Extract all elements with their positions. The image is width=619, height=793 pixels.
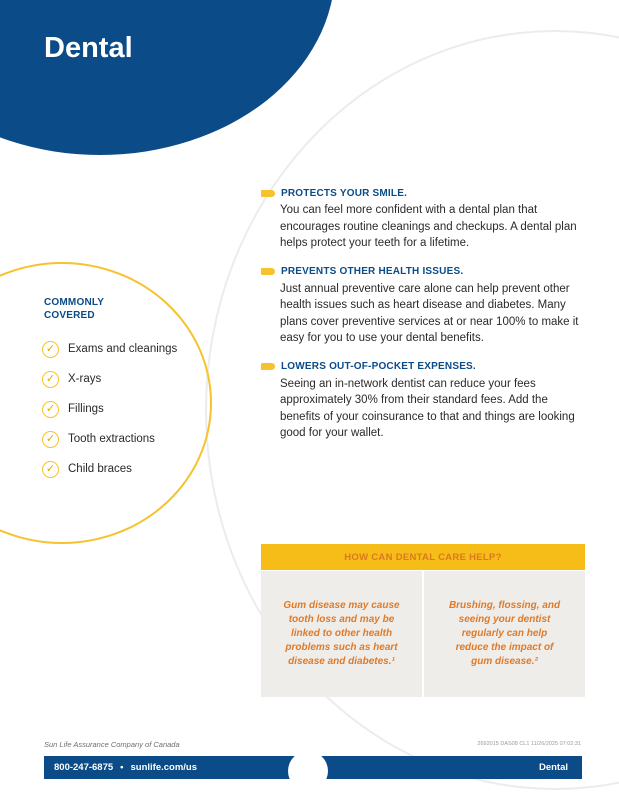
check-circle-icon: ✓ (42, 461, 59, 478)
list-item (42, 364, 177, 394)
list-item (42, 454, 177, 484)
page-title: Dental (44, 32, 133, 64)
check-circle-icon: ✓ (42, 341, 59, 358)
list-item (42, 334, 177, 364)
covered-heading (44, 296, 134, 322)
benefit-body: Seeing an in-network dentist can reduce your fees approximately 30% from their standard fees. Add the benefits of your coinsurance to that and things are looking good for your wallet. (280, 377, 575, 439)
footer-separator: • (120, 762, 124, 773)
check-circle-icon: ✓ (42, 401, 59, 418)
benefit-title: LOWERS OUT-OF-POCKET EXPENSES. (281, 361, 476, 372)
tag-icon (261, 190, 275, 197)
check-circle-icon: ✓ (42, 431, 59, 448)
covered-item-label: X-rays (68, 373, 102, 385)
benefits-section (261, 186, 591, 455)
covered-list (42, 334, 177, 484)
covered-heading-line2: COVERED (44, 310, 95, 321)
tag-icon (261, 268, 275, 275)
help-box (261, 544, 585, 698)
benefit-body: Just annual preventive care alone can help prevent other health issues such as heart disease and diabetes. Many plans cover preventive services at or near 100% to make it easy for you to use your dental benefits. (280, 282, 579, 344)
covered-item-label: Exams and cleanings (68, 343, 178, 355)
benefit-body: You can feel more confident with a dental plan that encourages routine cleanings and checkups. A dental plan helps protect your teeth for a lifetime. (280, 204, 577, 249)
footer-circle (288, 751, 328, 791)
covered-item-label: Child braces (68, 463, 132, 475)
benefit-title: PROTECTS YOUR SMILE. (281, 187, 408, 199)
covered-item-label: Fillings (68, 403, 104, 415)
help-box-title: HOW CAN DENTAL CARE HELP? (261, 544, 585, 570)
header-circle (0, 0, 335, 155)
benefit-lowers-expenses (261, 360, 591, 442)
footer-section: Dental (538, 762, 568, 773)
document-id: 2692015 DAS08 CL1 11/26/2025 07:02:31 (477, 741, 581, 747)
company-name: Sun Life Assurance Company of Canada (44, 740, 180, 749)
list-item (42, 424, 177, 454)
tag-icon (261, 363, 275, 370)
help-box-left-text: Gum disease may cause tooth loss and may be linked to other health problems such as heart disease and diabetes.¹ (283, 600, 400, 667)
help-box-right-text: Brushing, flossing, and seeing your dentist regularly can help reduce the impact of gum disease.² (448, 600, 561, 667)
benefit-title: PREVENTS OTHER HEALTH ISSUES. (281, 266, 464, 277)
help-box-right (424, 571, 585, 697)
list-item (42, 394, 177, 424)
benefit-protects-smile (261, 186, 591, 252)
footer-phone: 800-247-6875 (54, 762, 114, 773)
covered-heading-line1: COMMONLY (44, 297, 105, 308)
footer-website: sunlife.com/us (130, 762, 198, 773)
help-box-left (261, 571, 422, 697)
covered-item-label: Tooth extractions (68, 433, 155, 445)
check-circle-icon: ✓ (42, 371, 59, 388)
benefit-prevents-issues (261, 265, 591, 347)
